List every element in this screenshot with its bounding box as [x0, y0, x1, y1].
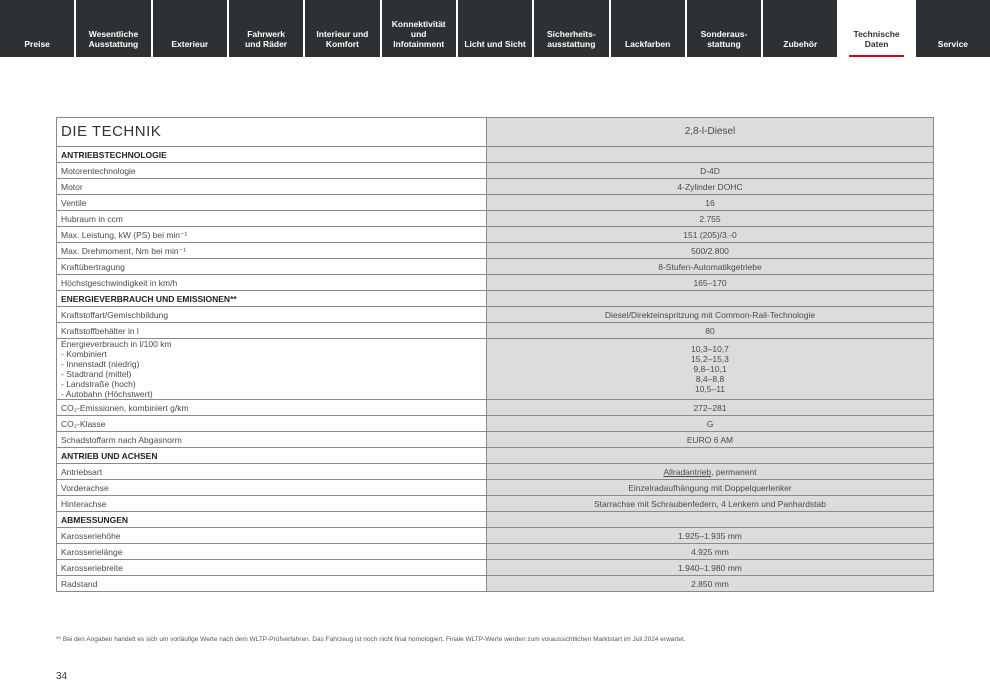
- tab-sonderausstattung[interactable]: Sonderaus- stattung: [687, 0, 761, 57]
- row-value: 2.850 mm: [487, 576, 934, 592]
- row-label: CO₂-Emissionen, kombiniert g/km: [57, 400, 487, 416]
- table-row: [57, 528, 934, 544]
- row-value: 151 (205)/3.-0: [487, 227, 934, 243]
- section-label: ANTRIEBSTECHNOLOGIE: [57, 147, 487, 163]
- table-row-energieverbrauch: [57, 339, 934, 400]
- tab-wesentliche-ausstattung[interactable]: Wesentliche Ausstattung: [76, 0, 150, 57]
- row-label: Radstand: [57, 576, 487, 592]
- table-row: [57, 259, 934, 275]
- row-value: 272–281: [487, 400, 934, 416]
- table-title: DIE TECHNIK: [57, 118, 487, 147]
- row-label: Höchstgeschwindigkeit in km/h: [57, 275, 487, 291]
- row-value: 16: [487, 195, 934, 211]
- row-value: 8-Stufen-Automatikgetriebe: [487, 259, 934, 275]
- tab-interieur-und-komfort[interactable]: Interieur und Komfort: [305, 0, 379, 57]
- row-label: Vorderachse: [57, 480, 487, 496]
- tab-fahrwerk-und-raeder[interactable]: Fahrwerk und Räder: [229, 0, 303, 57]
- row-label: Schadstoffarm nach Abgasnorm: [57, 432, 487, 448]
- row-value: 165–170: [487, 275, 934, 291]
- row-value: G: [487, 416, 934, 432]
- row-label: Kraftstoffart/Gemischbildung: [57, 307, 487, 323]
- tab-licht-und-sicht[interactable]: Licht und Sicht: [458, 0, 532, 57]
- allradantrieb-link[interactable]: Allradantrieb: [663, 466, 712, 477]
- table-row: [57, 275, 934, 291]
- row-label: Max. Leistung, kW (PS) bei min⁻¹: [57, 227, 487, 243]
- row-label: Kraftübertragung: [57, 259, 487, 275]
- row-value: 80: [487, 323, 934, 339]
- table-row: [57, 432, 934, 448]
- row-label: Hubraum in ccm: [57, 211, 487, 227]
- section-heading-antriebstechnologie: [57, 147, 934, 163]
- row-label: Ventile: [57, 195, 487, 211]
- engine-column-header: 2,8-l-Diesel: [487, 118, 934, 147]
- row-value: 10,3–10,7 15,2–15,3 9,8–10,1 8,4–8,8 10,5–11: [487, 339, 934, 400]
- table-row: [57, 464, 934, 480]
- table-row: [57, 179, 934, 195]
- footnote: ** Bei den Angaben handelt es sich um vorläufige Werte nach dem WLTP-Prüfverfahren. Das Fahrzeug ist noch nicht final homologiert. Finale WLTP-Werte werden zum voraussichtlichen Marktstart im Juli 2024 erwartet.: [56, 636, 686, 643]
- tab-sicherheitsausstattung[interactable]: Sicherheits- ausstattung: [534, 0, 608, 57]
- row-value: 500/2.800: [487, 243, 934, 259]
- row-label: Motorentechnologie: [57, 163, 487, 179]
- table-row: [57, 163, 934, 179]
- table-row: [57, 496, 934, 512]
- section-heading-energieverbrauch: [57, 291, 934, 307]
- row-value: 4-Zylinder DOHC: [487, 179, 934, 195]
- section-label: ANTRIEB UND ACHSEN: [57, 448, 487, 464]
- section-value-empty: [487, 512, 934, 528]
- table-row: [57, 480, 934, 496]
- table-row: [57, 544, 934, 560]
- section-heading-antrieb-und-achsen: [57, 448, 934, 464]
- tab-lackfarben[interactable]: Lackfarben: [611, 0, 685, 57]
- table-row: [57, 227, 934, 243]
- row-value: D-4D: [487, 163, 934, 179]
- top-navigation: [0, 0, 990, 57]
- row-value: 1.925–1.935 mm: [487, 528, 934, 544]
- row-value: EURO 6 AM: [487, 432, 934, 448]
- row-label: Energieverbrauch in l/100 km - Kombiniert - Innenstadt (niedrig) - Stadtrand (mittel) - Landstraße (hoch) - Autobahn (Höchstwert): [57, 339, 487, 400]
- row-label: Max. Drehmoment, Nm bei min⁻¹: [57, 243, 487, 259]
- row-value: Starrachse mit Schraubenfedern, 4 Lenkern und Panhardstab: [487, 496, 934, 512]
- table-row: [57, 307, 934, 323]
- section-value-empty: [487, 448, 934, 464]
- tab-zubehoer[interactable]: Zubehör: [763, 0, 837, 57]
- section-label: ABMESSUNGEN: [57, 512, 487, 528]
- row-label: Kraftstoffbehälter in l: [57, 323, 487, 339]
- technical-data-table: [56, 117, 934, 592]
- row-value-suffix: , permanent: [711, 466, 757, 477]
- table-row: [57, 416, 934, 432]
- row-label: Hinterachse: [57, 496, 487, 512]
- tab-service[interactable]: Service: [916, 0, 990, 57]
- section-value-empty: [487, 147, 934, 163]
- row-value: [487, 464, 934, 480]
- table-header-row: [57, 118, 934, 147]
- table-row: [57, 195, 934, 211]
- table-row: [57, 400, 934, 416]
- section-heading-abmessungen: [57, 512, 934, 528]
- section-label: ENERGIEVERBRAUCH UND EMISSIONEN**: [57, 291, 487, 307]
- row-label: Karosserielänge: [57, 544, 487, 560]
- row-value: 1.940–1.980 mm: [487, 560, 934, 576]
- row-value: 4.925 mm: [487, 544, 934, 560]
- row-label: Karosseriehöhe: [57, 528, 487, 544]
- row-label: CO₂-Klasse: [57, 416, 487, 432]
- row-label: Antriebsart: [57, 464, 487, 480]
- table-row: [57, 243, 934, 259]
- tab-technische-daten[interactable]: Technische Daten: [839, 0, 913, 57]
- table-row: [57, 323, 934, 339]
- table-row: [57, 560, 934, 576]
- section-value-empty: [487, 291, 934, 307]
- page-number: 34: [56, 671, 68, 682]
- tab-konnektivitaet[interactable]: Konnektivität und Infotainment: [382, 0, 456, 57]
- row-label: Motor: [57, 179, 487, 195]
- table-row: [57, 211, 934, 227]
- row-label: Karosseriebreite: [57, 560, 487, 576]
- tab-preise[interactable]: Preise: [0, 0, 74, 57]
- table-row: [57, 576, 934, 592]
- row-value: Diesel/Direkteinspritzung mit Common-Rail-Technologie: [487, 307, 934, 323]
- row-value: 2.755: [487, 211, 934, 227]
- tab-exterieur[interactable]: Exterieur: [153, 0, 227, 57]
- row-value: Einzelradaufhängung mit Doppelquerlenker: [487, 480, 934, 496]
